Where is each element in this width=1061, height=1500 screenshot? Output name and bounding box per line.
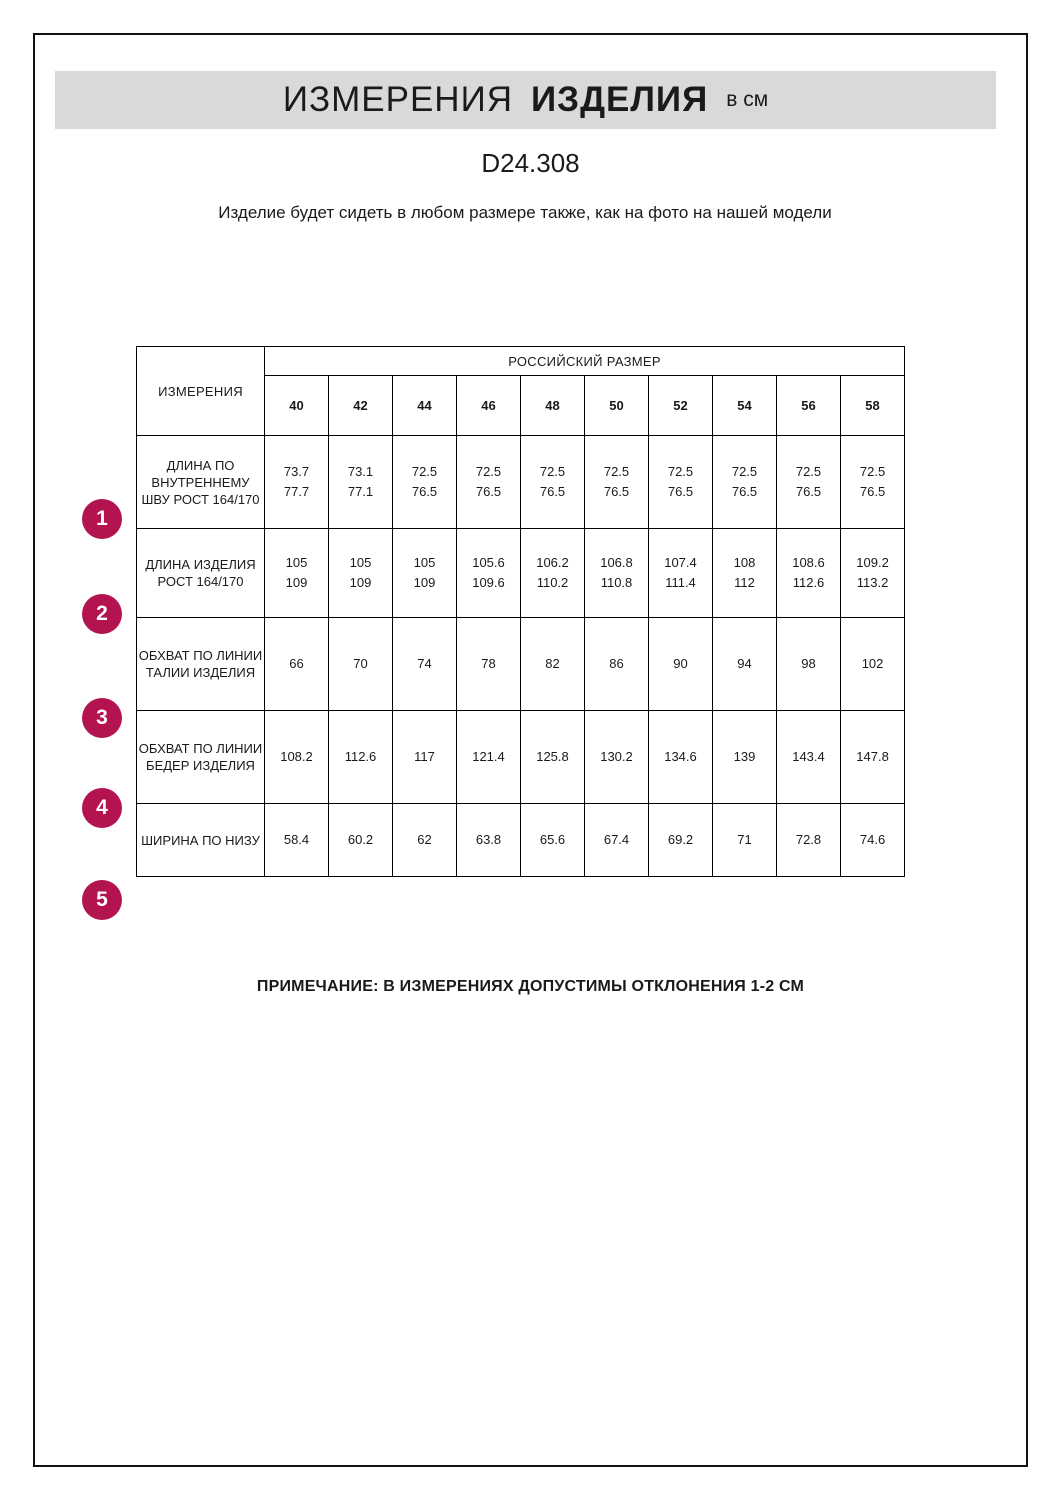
title-banner	[55, 71, 996, 129]
cell-value-top: 73.7	[283, 464, 310, 479]
cell-value-bottom: 110.8	[600, 575, 633, 590]
row-badge-1: 1	[82, 499, 122, 539]
cell-value-top: 72.5	[859, 464, 886, 479]
product-code: D24.308	[481, 148, 580, 178]
header-size-44: 44	[393, 376, 457, 436]
cell-value-top: 107.4	[664, 555, 697, 570]
measurements-table	[136, 346, 905, 877]
table-row	[137, 804, 905, 877]
header-russian-size: РОССИЙСКИЙ РАЗМЕР	[265, 347, 905, 376]
cell-r3-c52: 90	[649, 618, 713, 711]
cell-value-bottom: 76.5	[731, 484, 758, 499]
title-units: в см	[726, 88, 769, 111]
cell-r3-c54: 94	[713, 618, 777, 711]
row-label-bottom-width: ШИРИНА ПО НИЗУ	[137, 804, 265, 877]
cell-value-top: 105	[349, 555, 372, 570]
cell-value-bottom: 76.5	[603, 484, 630, 499]
cell-value-bottom: 112.6	[792, 575, 825, 590]
table-row	[137, 436, 905, 529]
cell-r2-c42	[329, 529, 393, 618]
cell-r1-c54	[713, 436, 777, 529]
cell-value-bottom: 112	[734, 575, 755, 590]
tolerance-note: ПРИМЕЧАНИЕ: В ИЗМЕРЕНИЯХ ДОПУСТИМЫ ОТКЛОНЕНИЯ 1-2 СМ	[256, 978, 805, 995]
row-label-waist-circumference: ОБХВАТ ПО ЛИНИИ ТАЛИИ ИЗДЕЛИЯ	[137, 618, 265, 711]
cell-r1-c50	[585, 436, 649, 529]
table-header-group-row	[137, 347, 905, 376]
header-measurements: ИЗМЕРЕНИЯ	[137, 347, 265, 436]
cell-value-bottom: 109	[285, 575, 308, 590]
cell-r2-c58	[841, 529, 905, 618]
cell-r1-c48	[521, 436, 585, 529]
cell-value-top: 72.5	[475, 464, 502, 479]
cell-r5-c48: 65.6	[521, 804, 585, 877]
cell-r2-c50	[585, 529, 649, 618]
cell-r5-c44: 62	[393, 804, 457, 877]
header-size-48: 48	[521, 376, 585, 436]
cell-r5-c40: 58.4	[265, 804, 329, 877]
cell-value-top: 109.2	[856, 555, 889, 570]
cell-value-top: 105	[413, 555, 436, 570]
table-row	[137, 618, 905, 711]
cell-r3-c48: 82	[521, 618, 585, 711]
cell-value-bottom: 76.5	[411, 484, 438, 499]
cell-value-top: 108	[733, 555, 756, 570]
cell-value-bottom: 76.5	[859, 484, 886, 499]
row-badge-5: 5	[82, 880, 122, 920]
cell-r1-c58	[841, 436, 905, 529]
cell-r2-c40	[265, 529, 329, 618]
cell-value-bottom: 76.5	[795, 484, 822, 499]
cell-value-top: 108.6	[792, 555, 825, 570]
cell-r1-c40	[265, 436, 329, 529]
cell-r1-c46	[457, 436, 521, 529]
cell-value-bottom: 110.2	[536, 575, 569, 590]
cell-r4-c48: 125.8	[521, 711, 585, 804]
cell-r5-c42: 60.2	[329, 804, 393, 877]
cell-r1-c44	[393, 436, 457, 529]
cell-value-top: 106.8	[600, 555, 633, 570]
cell-r4-c46: 121.4	[457, 711, 521, 804]
cell-r4-c54: 139	[713, 711, 777, 804]
cell-r2-c46	[457, 529, 521, 618]
cell-r4-c56: 143.4	[777, 711, 841, 804]
cell-r2-c52	[649, 529, 713, 618]
cell-r4-c58: 147.8	[841, 711, 905, 804]
cell-r5-c56: 72.8	[777, 804, 841, 877]
cell-r3-c58: 102	[841, 618, 905, 711]
cell-r4-c40: 108.2	[265, 711, 329, 804]
row-badge-2: 2	[82, 594, 122, 634]
cell-r3-c50: 86	[585, 618, 649, 711]
cell-r4-c42: 112.6	[329, 711, 393, 804]
cell-r3-c46: 78	[457, 618, 521, 711]
cell-value-bottom: 76.5	[539, 484, 566, 499]
title-measurements: ИЗМЕРЕНИЯ	[282, 80, 514, 119]
cell-r2-c44	[393, 529, 457, 618]
row-badge-3: 3	[82, 698, 122, 738]
cell-value-top: 72.5	[731, 464, 758, 479]
cell-value-bottom: 109.6	[472, 575, 505, 590]
cell-r5-c54: 71	[713, 804, 777, 877]
cell-value-bottom: 113.2	[856, 575, 889, 590]
row-badge-4: 4	[82, 788, 122, 828]
cell-value-top: 72.5	[795, 464, 822, 479]
cell-value-top: 72.5	[411, 464, 438, 479]
cell-r4-c50: 130.2	[585, 711, 649, 804]
cell-value-bottom: 76.5	[475, 484, 502, 499]
cell-r4-c52: 134.6	[649, 711, 713, 804]
fit-description: Изделие будет сидеть в любом размере также, как на фото на нашей модели	[218, 203, 832, 222]
cell-value-bottom: 111.4	[665, 575, 696, 590]
cell-r5-c58: 74.6	[841, 804, 905, 877]
header-size-50: 50	[585, 376, 649, 436]
cell-value-bottom: 109	[349, 575, 372, 590]
header-size-42: 42	[329, 376, 393, 436]
cell-value-top: 72.5	[603, 464, 630, 479]
cell-r3-c56: 98	[777, 618, 841, 711]
cell-value-top: 105.6	[472, 555, 505, 570]
cell-r4-c44: 117	[393, 711, 457, 804]
cell-r2-c48	[521, 529, 585, 618]
cell-value-top: 73.1	[347, 464, 374, 479]
header-size-40: 40	[265, 376, 329, 436]
cell-value-top: 72.5	[667, 464, 694, 479]
header-size-52: 52	[649, 376, 713, 436]
row-label-hip-circumference: ОБХВАТ ПО ЛИНИИ БЕДЕР ИЗДЕЛИЯ	[137, 711, 265, 804]
header-size-54: 54	[713, 376, 777, 436]
header-size-46: 46	[457, 376, 521, 436]
table-row	[137, 529, 905, 618]
header-size-56: 56	[777, 376, 841, 436]
header-size-58: 58	[841, 376, 905, 436]
cell-r2-c54	[713, 529, 777, 618]
title-product: ИЗДЕЛИЯ	[531, 80, 709, 119]
cell-r3-c44: 74	[393, 618, 457, 711]
cell-value-top: 106.2	[536, 555, 569, 570]
cell-r2-c56	[777, 529, 841, 618]
cell-value-bottom: 77.7	[283, 484, 310, 499]
cell-value-bottom: 77.1	[347, 484, 374, 499]
cell-r5-c46: 63.8	[457, 804, 521, 877]
row-label-inseam-length: ДЛИНА ПО ВНУТРЕННЕМУ ШВУ РОСТ 164/170	[137, 436, 265, 529]
cell-value-top: 72.5	[539, 464, 566, 479]
cell-r5-c50: 67.4	[585, 804, 649, 877]
table-row	[137, 711, 905, 804]
cell-r1-c52	[649, 436, 713, 529]
cell-r1-c56	[777, 436, 841, 529]
cell-r3-c40: 66	[265, 618, 329, 711]
cell-r3-c42: 70	[329, 618, 393, 711]
cell-value-bottom: 76.5	[667, 484, 694, 499]
cell-r1-c42	[329, 436, 393, 529]
cell-r5-c52: 69.2	[649, 804, 713, 877]
cell-value-bottom: 109	[413, 575, 436, 590]
cell-value-top: 105	[285, 555, 308, 570]
measurements-table-wrapper	[136, 346, 904, 877]
row-label-product-length: ДЛИНА ИЗДЕЛИЯ РОСТ 164/170	[137, 529, 265, 618]
